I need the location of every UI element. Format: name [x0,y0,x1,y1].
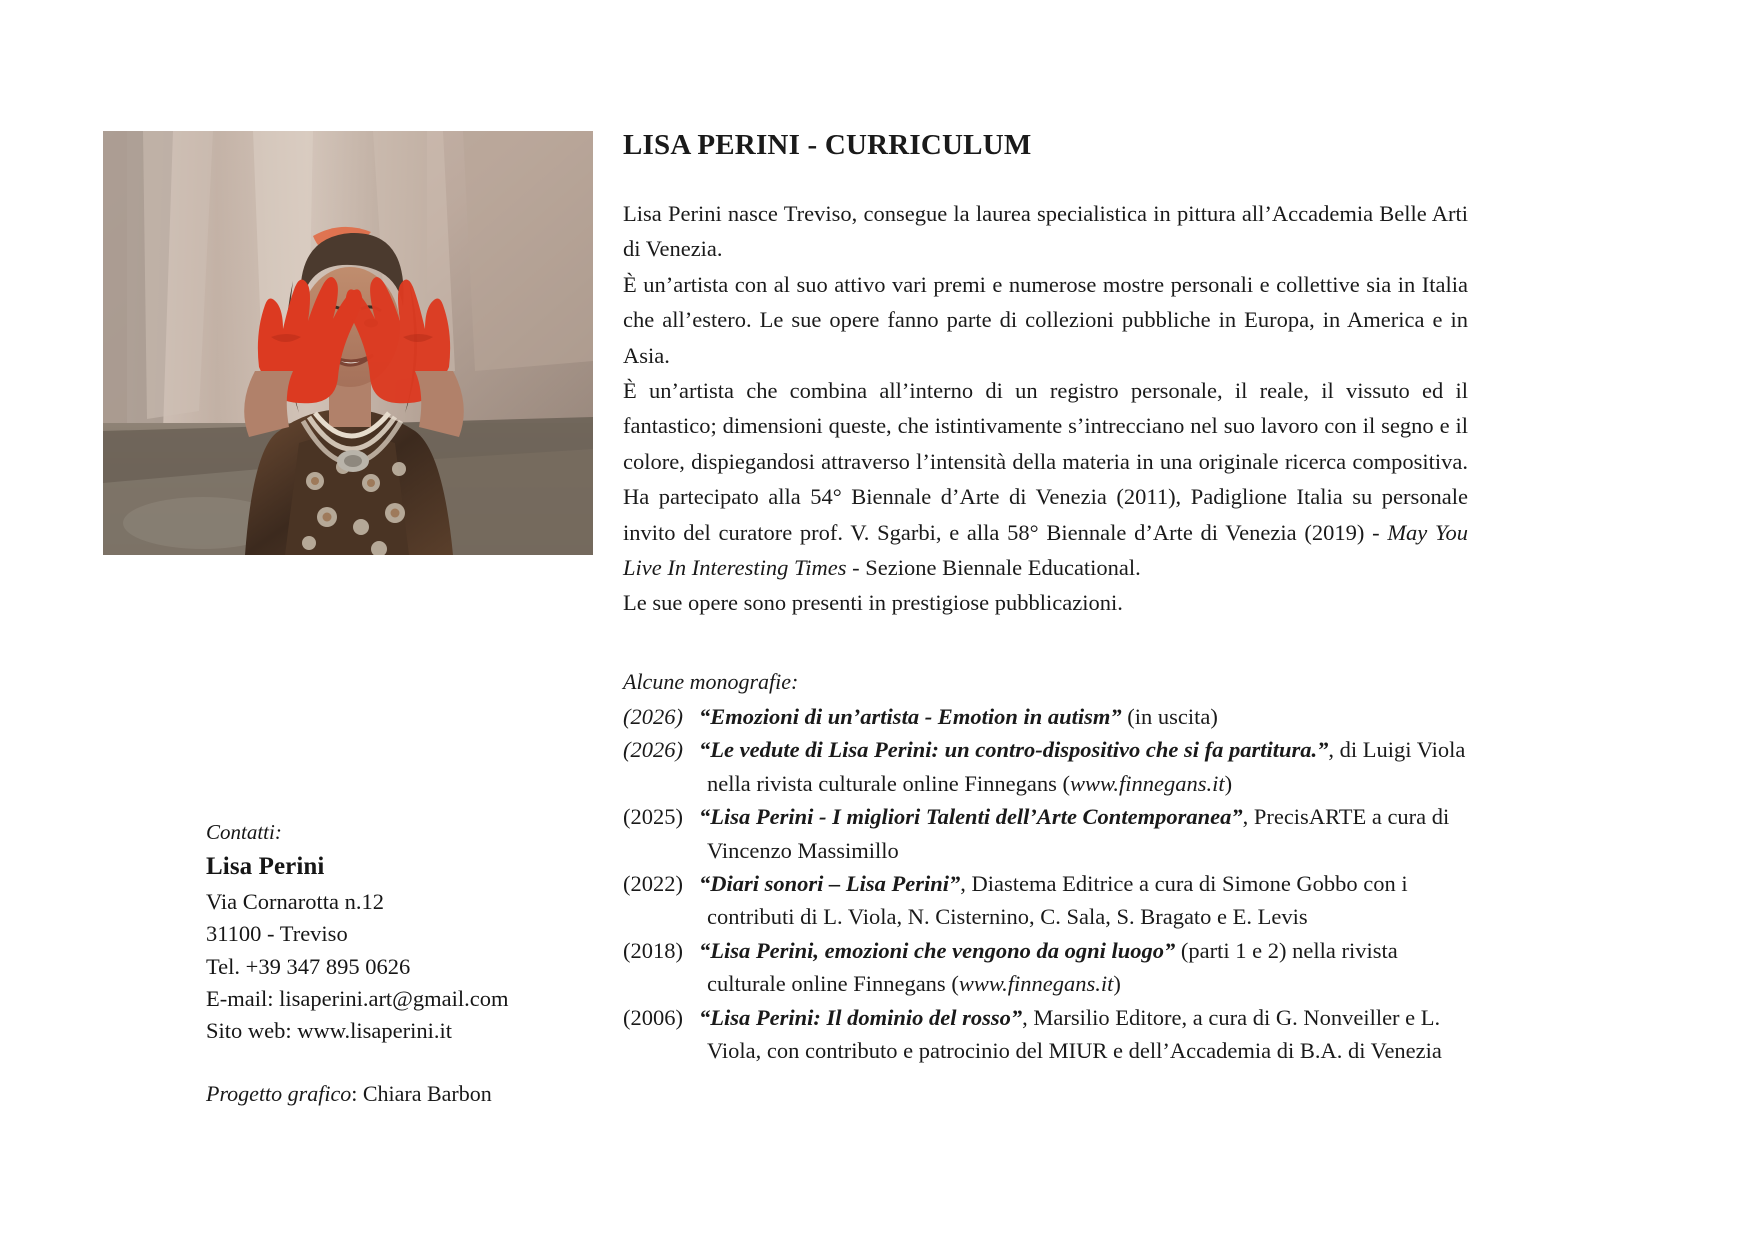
contact-email[interactable]: E-mail: lisaperini.art@gmail.com [206,986,509,1012]
contact-website[interactable]: Sito web: www.lisaperini.it [206,1018,453,1044]
monograph-title: “Lisa Perini: Il dominio del rosso” [699,1004,1023,1030]
bio-p3-part1: È un’artista che combina all’interno di un registro personale, il reale, il vissuto ed il fantastico; dimensioni queste, che istintivamente s’intrecciano nel suo lavoro con il segno e il colore, dispiegandosi attraverso l’intensità della materia in una originale ricerca compositiva. Ha partecipato alla 54° Biennale d’Arte di Venezia (2011), Padiglione Italia su personale invito del curatore prof. V. Sgarbi, e alla 58° Biennale d’Arte di Venezia (2019) - [623,378,1468,545]
monograph-item [623,800,1468,867]
monograph-url[interactable]: www.finnegans.it [958,971,1114,997]
monograph-year: (2025) [623,804,683,830]
monograph-tail: ) [1113,971,1121,997]
monograph-year: (2026) [623,737,683,763]
monograph-item [623,867,1468,934]
bio-paragraph-3 [623,373,1468,585]
contact-phone: Tel. +39 347 895 0626 [206,953,411,979]
monograph-url[interactable]: www.finnegans.it [1070,770,1225,796]
monograph-item [623,934,1468,1001]
monographs-list [623,700,1468,1067]
bio-paragraph-4: Le sue opere sono presenti in prestigiose pubblicazioni. [623,590,1123,616]
monograph-title: “Emozioni di un’artista - Emotion in autism” [699,703,1122,729]
bio-p3-italic-title: May You Live In Interesting Times [623,519,1468,581]
monograph-rest: (parti 1 e 2) nella rivista culturale online Finnegans ( [707,937,1398,997]
biography-section [623,196,1468,621]
monograph-title: “Lisa Perini, emozioni che vengono da ogni luogo” [699,937,1176,963]
monograph-year: (2022) [623,870,683,896]
monograph-rest: (in uscita) [1121,703,1218,729]
monograph-rest: , PrecisARTE a cura di Vincenzo Massimillo [707,804,1450,863]
bio-paragraph-2: È un’artista con al suo attivo vari premi e numerose mostre personali e collettive sia in Italia che all’estero. Le sue opere fanno parte di collezioni pubbliche in Europa, in America e in Asia. [623,271,1468,368]
credit-label: Progetto grafico [206,1081,352,1106]
graphic-design-credit [206,1079,492,1109]
bio-p3-part2: - Sezione Biennale Educational. [846,555,1141,581]
bio-paragraph-1: Lisa Perini nasce Treviso, consegue la laurea specialistica in pittura all’Accademia Belle Arti di Venezia. [623,201,1468,262]
contact-name: Lisa Perini [206,853,325,881]
artist-portrait-photo [103,131,593,555]
monograph-item [623,733,1468,800]
contact-street: Via Cornarotta n.12 [206,888,384,914]
monograph-year: (2018) [623,937,683,963]
monograph-title: “Lisa Perini - I migliori Talenti dell’Arte Contemporanea” [699,804,1243,830]
monograph-year: (2006) [623,1004,683,1030]
monograph-rest: , di Luigi Viola nella rivista culturale online Finnegans ( [707,737,1466,796]
monograph-title: “Le vedute di Lisa Perini: un contro-dispositivo che si fa partitura.” [699,737,1329,763]
page-title: LISA PERINI - CURRICULUM [623,129,1032,161]
monograph-tail: ) [1224,770,1233,796]
monograph-year: (2026) [623,703,683,729]
monograph-title: “Diari sonori – Lisa Perini” [699,870,961,896]
monographs-heading: Alcune monografie: [623,668,799,694]
contact-city: 31100 - Treviso [206,921,348,947]
left-column [103,131,593,1106]
portrait-illustration [103,131,593,555]
monograph-item [623,700,1468,733]
monograph-rest: , Marsilio Editore, a cura di G. Nonveiller e L. Viola, con contributo e patrocinio del MIUR e dell’Accademia di B.A. di Venezia [707,1004,1442,1063]
right-column [623,128,1468,1067]
monograph-rest: , Diastema Editrice a cura di Simone Gobbo con i contributi di L. Viola, N. Cisternino, C. Sala, S. Bragato e E. Levis [707,870,1408,930]
credit-value: : Chiara Barbon [351,1081,492,1106]
monograph-item [623,1001,1468,1068]
contacts-label: Contatti: [206,820,282,844]
